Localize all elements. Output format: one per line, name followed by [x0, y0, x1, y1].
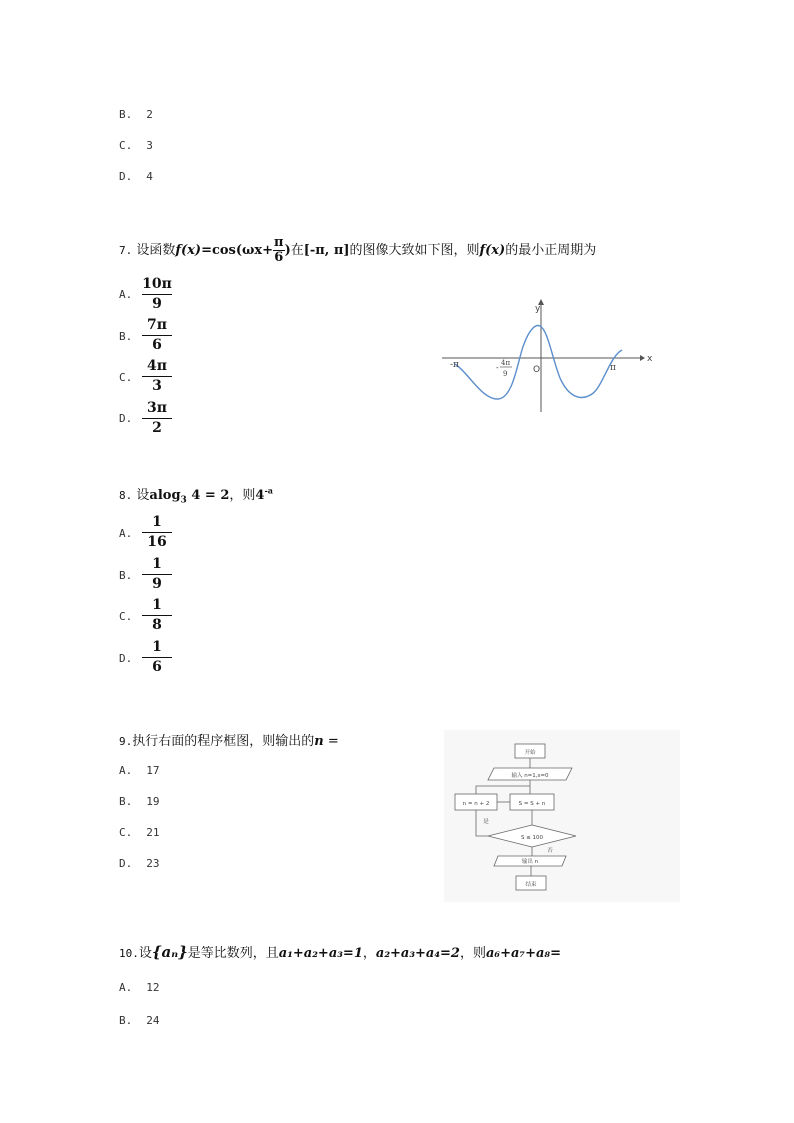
q9-option-c: C. 21 [119, 826, 160, 839]
tick-sign: - [496, 363, 499, 372]
q6-option-d: D. 4 [119, 170, 153, 183]
input-label: 输入 n=1,s=0 [511, 773, 549, 779]
q10-stem: 10.设{aₙ}是等比数列，且a₁+a₂+a₃=1，a₂+a₃+a₄=2，则a₆+a₇+a₈= [119, 943, 562, 961]
q9-option-d: D. 23 [119, 857, 160, 870]
q6-option-b: B. 2 [119, 108, 153, 121]
q6-option-c: C. 3 [119, 139, 153, 152]
q8-option-a-fraction: 1 16 [142, 514, 172, 551]
end-label: 结束 [525, 882, 537, 888]
q8-option-b-fraction: 1 9 [142, 556, 172, 593]
origin-label: O [533, 365, 541, 375]
pos-pi-label: π [610, 363, 616, 373]
q7-option-c-letter: C. [119, 371, 133, 384]
y-axis-label: y [535, 304, 541, 314]
neg-pi-label: -π [450, 360, 459, 370]
q9-option-a: A. 17 [119, 764, 160, 777]
no-label: 否 [547, 848, 553, 854]
x-axis-label: x [647, 354, 653, 364]
q7-graph [440, 296, 660, 418]
q9-flowchart [444, 730, 680, 902]
output-label: 输出 n [521, 859, 539, 865]
q9-stem: 9.执行右面的程序框图，则输出的n = [119, 734, 339, 749]
q10-option-a: A. 12 [119, 981, 160, 994]
q7-option-b-letter: B. [119, 330, 133, 343]
q8-option-c-fraction: 1 8 [142, 597, 172, 634]
q8-option-d-fraction: 1 6 [142, 639, 172, 676]
tick-numerator: 4π [501, 359, 511, 367]
q8-option-a-letter: A. [119, 527, 133, 540]
q10-option-b: B. 24 [119, 1014, 160, 1027]
q8-option-d-letter: D. [119, 652, 133, 665]
q7-option-a-letter: A. [119, 288, 133, 301]
tick-denominator: 9 [503, 370, 508, 378]
update-n-label: n = n + 2 [462, 801, 490, 807]
q7-option-c-fraction: 4π 3 [142, 358, 172, 395]
update-s-label: S = S + n [518, 801, 546, 807]
q7-option-b-fraction: 7π 6 [142, 317, 172, 354]
q9-option-b: B. 19 [119, 795, 160, 808]
q7-stem: 7. 设函数f(x)=cos(ωx+ $\frac{\pi}{6}$ )在[-π, π]的图像大致如下图，则f(x)的最小正周期为 [119, 235, 597, 265]
q8-option-c-letter: C. [119, 610, 133, 623]
q7-option-d-fraction: 3π 2 [142, 400, 172, 437]
start-label: 开始 [524, 750, 536, 756]
yes-label: 是 [483, 819, 489, 825]
q8-stem: 8. 设alog$_3$ 4 = 2，则$4^{-a}$ [119, 485, 273, 506]
q7-option-a-fraction: 10π 9 [142, 276, 172, 312]
condition-label: S ≤ 100 [520, 835, 544, 841]
q7-option-d-letter: D. [119, 412, 133, 425]
cosine-curve [455, 326, 622, 400]
q8-option-b-letter: B. [119, 569, 133, 582]
